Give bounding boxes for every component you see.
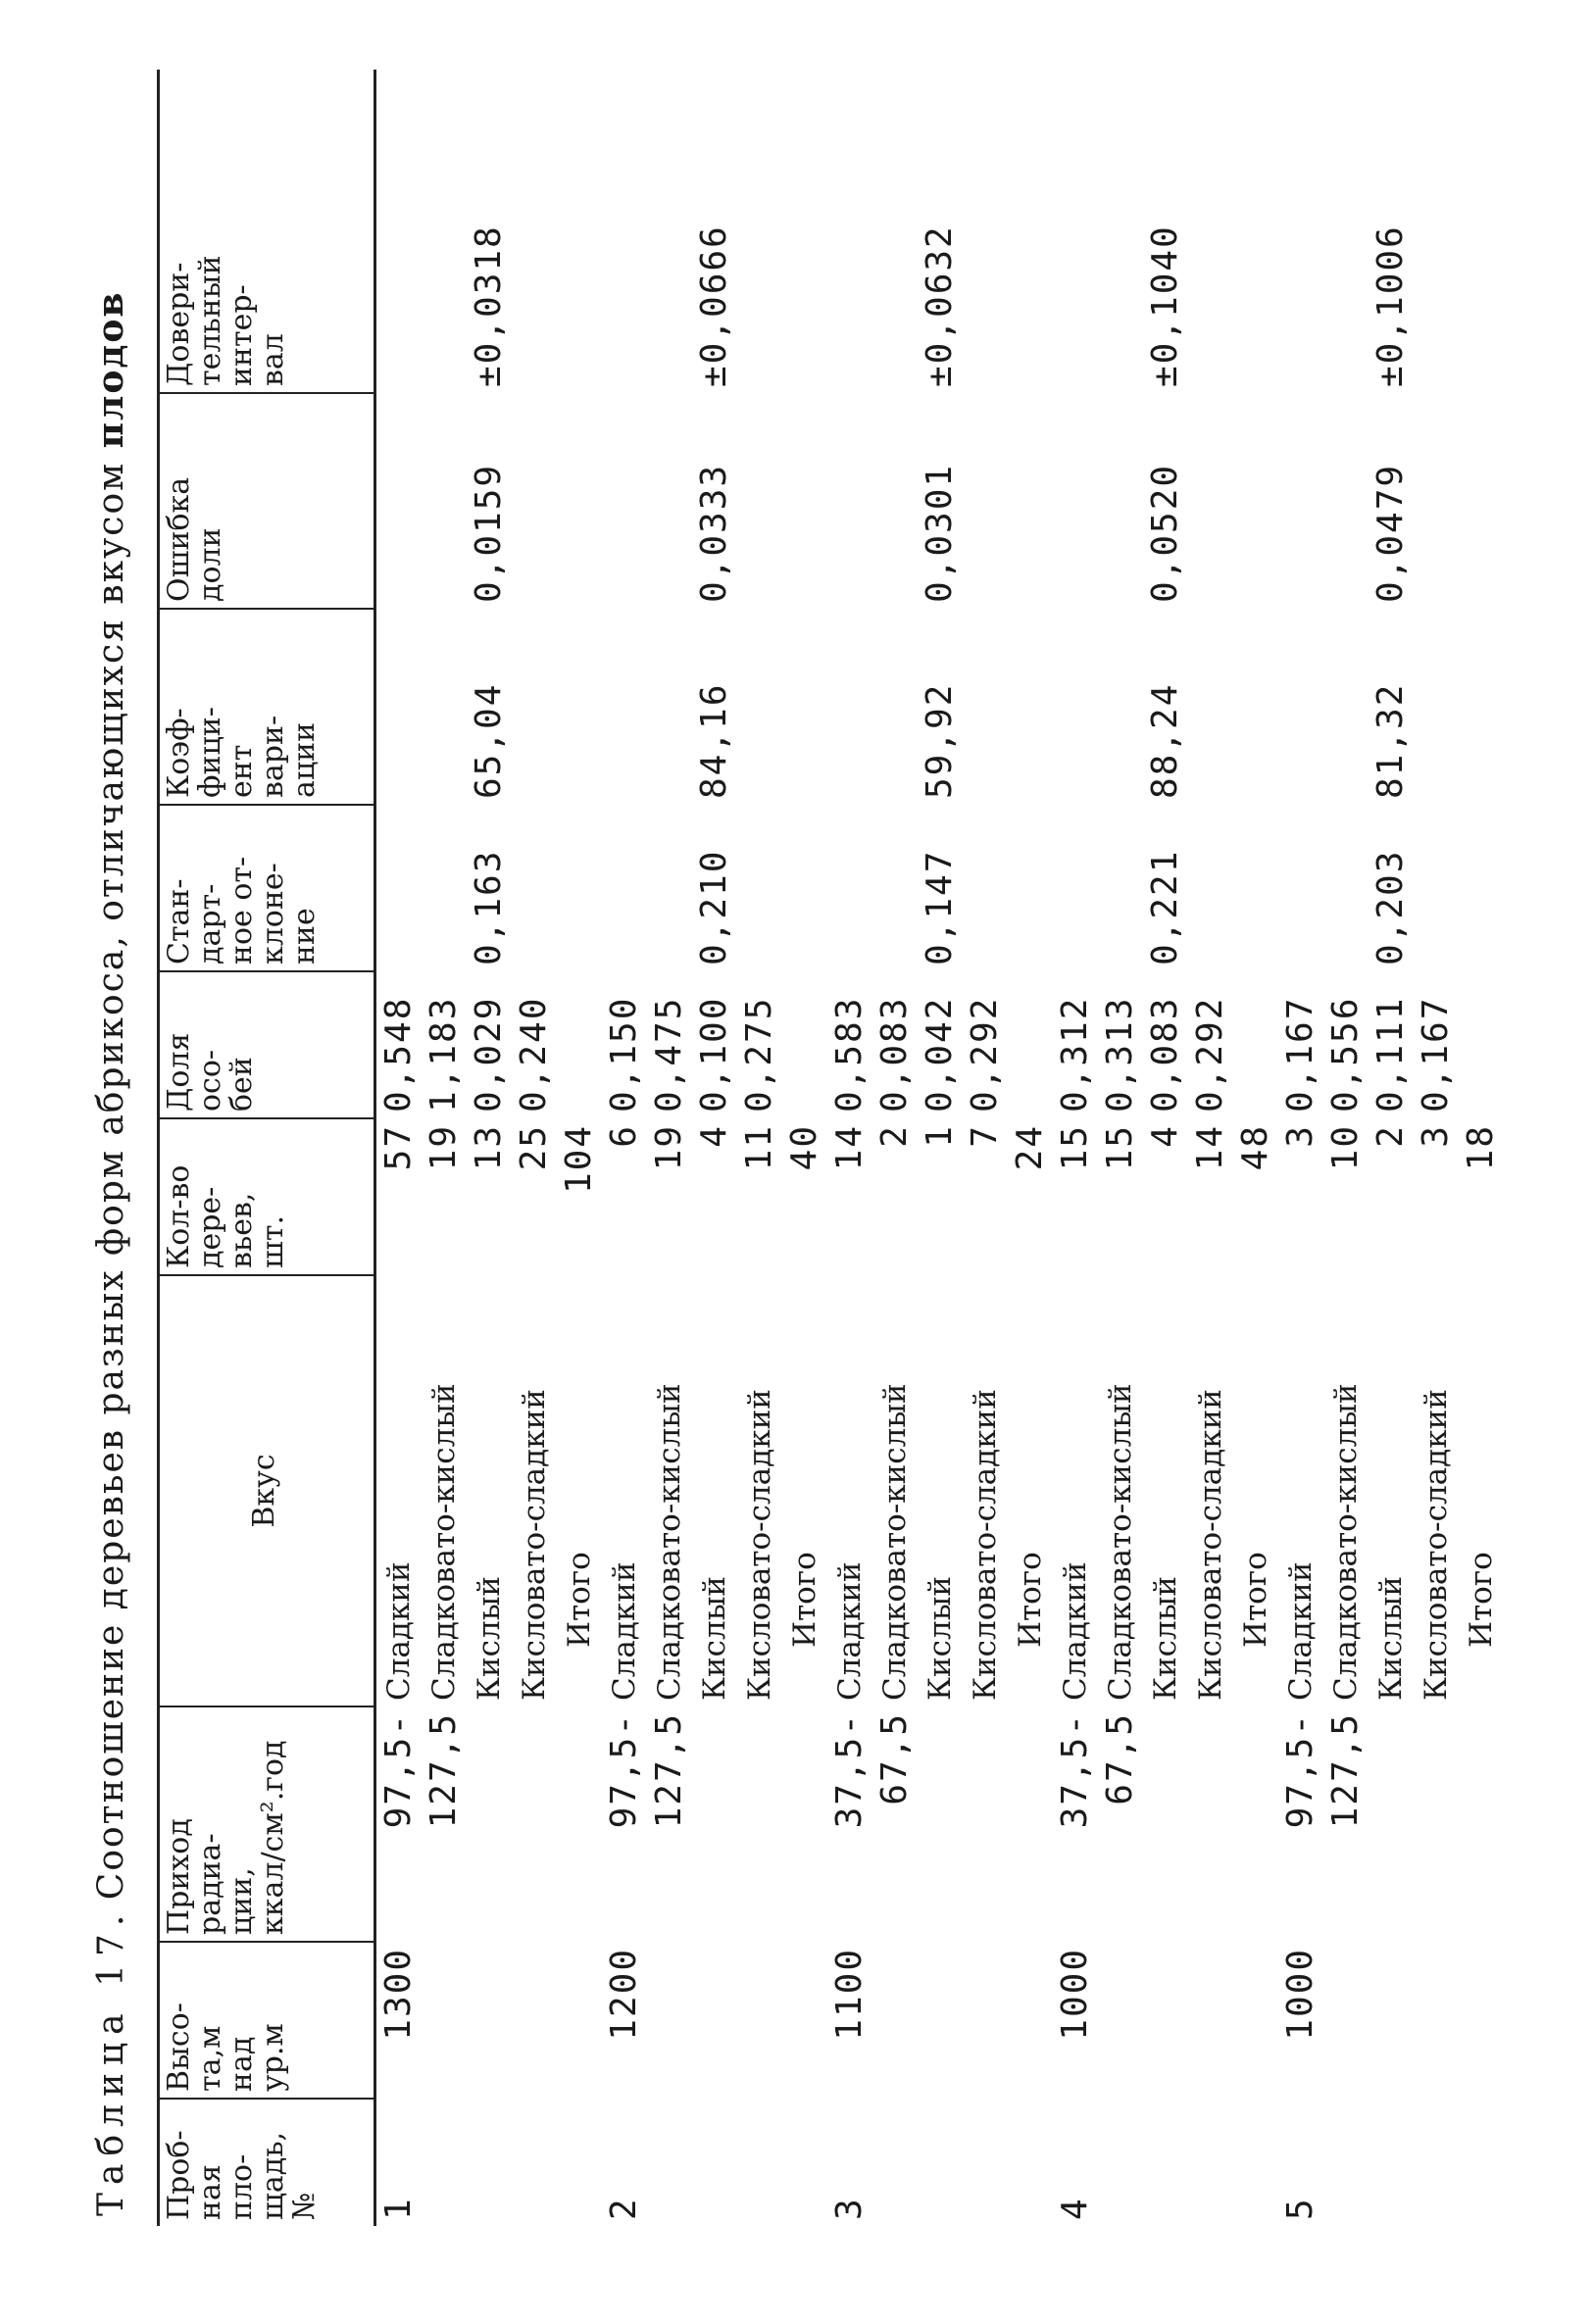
- tree-count: 2: [1370, 1124, 1411, 1148]
- table-title-end: плодов: [90, 290, 131, 449]
- empty-cell: [737, 1942, 782, 2099]
- share: 0,167: [1280, 996, 1320, 1113]
- apricot-taste-table: [157, 70, 1504, 2226]
- plot-number: 1: [378, 2197, 419, 2220]
- empty-cell: [557, 1706, 602, 1942]
- taste: Сладкий: [381, 1561, 417, 1701]
- tree-count: 4: [694, 1124, 734, 1148]
- empty-cell: [782, 1942, 827, 2099]
- share: 0,167: [1416, 996, 1456, 1113]
- empty-cell: [1233, 971, 1278, 1118]
- share: 0,475: [649, 996, 689, 1113]
- taste: Сладкий: [1283, 1561, 1319, 1701]
- radiation-from: 97,5-: [604, 1712, 644, 1829]
- table-title: . Соотношение деревьев разных форм абрикоса, отличающихся вкусом: [91, 461, 131, 1927]
- variation-coef: 81,32: [1370, 682, 1411, 799]
- total-label: Итого: [1464, 1552, 1499, 1648]
- radiation-to: 127,5: [649, 1712, 689, 1829]
- taste: Сладкий: [832, 1561, 868, 1701]
- empty-cell: [782, 1706, 827, 1942]
- variation-coef: 65,04: [469, 682, 509, 799]
- empty-cell: [1188, 1706, 1233, 1942]
- taste: Кисловато-сладкий: [1193, 1389, 1228, 1701]
- empty-cell: [1008, 971, 1053, 1118]
- empty-cell: [467, 1706, 512, 1942]
- total-count: 48: [1235, 1124, 1275, 1171]
- std-deviation: 0,163: [469, 849, 509, 965]
- empty-cell: [918, 2099, 963, 2226]
- share: 0,083: [874, 996, 915, 1113]
- share-error: 0,0520: [1145, 463, 1185, 603]
- tree-count: 3: [1280, 1124, 1320, 1148]
- tree-count: 13: [469, 1124, 509, 1171]
- std-deviation: 0,147: [920, 849, 960, 965]
- tree-count: 14: [1190, 1124, 1230, 1171]
- empty-cell: [1233, 2099, 1278, 2226]
- empty-cell: [692, 2099, 737, 2226]
- header-count: Кол-во дере- вьев, шт.: [159, 1118, 375, 1275]
- empty-cell: [1143, 2099, 1188, 2226]
- table-caption: [90, 60, 131, 2216]
- empty-cell: [737, 2099, 782, 2226]
- taste: Сладкий: [1058, 1561, 1093, 1701]
- empty-cell: [1188, 1942, 1233, 2099]
- table-row: [827, 70, 872, 2226]
- empty-cell: [1098, 1942, 1143, 2099]
- share: 0,583: [829, 996, 870, 1113]
- altitude: 1100: [829, 1948, 870, 2041]
- table-row: [1278, 70, 1323, 2226]
- radiation-to: 67,5: [1100, 1712, 1140, 1805]
- table-row: [1053, 70, 1098, 2226]
- variation-coef: 88,24: [1145, 682, 1185, 799]
- share: 0,556: [1325, 996, 1366, 1113]
- share: 0,548: [378, 996, 419, 1113]
- plot-number: 3: [829, 2197, 870, 2220]
- table-row: [602, 70, 647, 2226]
- empty-cell: [963, 1942, 1008, 2099]
- tree-count: 19: [649, 1124, 689, 1171]
- share-error: 0,0301: [920, 463, 960, 603]
- empty-cell: [782, 971, 827, 1118]
- empty-cell: [1459, 971, 1504, 1118]
- header-std: Стан- дарт- ное от- клоне- ние: [159, 805, 375, 971]
- tree-count: 1: [920, 1124, 960, 1148]
- tree-count: 14: [829, 1124, 870, 1171]
- table-body: [375, 70, 1505, 2226]
- tree-count: 4: [1145, 1124, 1185, 1148]
- empty-cell: [647, 1942, 692, 2099]
- empty-cell: [1098, 2099, 1143, 2226]
- empty-cell: [1233, 1942, 1278, 2099]
- empty-cell: [918, 1942, 963, 2099]
- empty-cell: [1459, 1706, 1504, 1942]
- taste: Сладковато-кислый: [1103, 1383, 1138, 1701]
- tree-count: 19: [423, 1124, 464, 1171]
- empty-cell: [872, 1942, 918, 2099]
- empty-cell: [512, 1942, 557, 2099]
- taste: Кисловато-сладкий: [1419, 1389, 1454, 1701]
- header-error: Ошибка доли: [159, 393, 375, 609]
- empty-cell: [557, 2099, 602, 2226]
- std-deviation: 0,221: [1145, 849, 1185, 965]
- tree-count: 7: [965, 1124, 1005, 1148]
- confidence-interval: ±0,1040: [1145, 224, 1185, 387]
- empty-cell: [692, 1942, 737, 2099]
- empty-cell: [422, 2099, 467, 2226]
- empty-cell: [467, 1942, 512, 2099]
- empty-cell: [1233, 1706, 1278, 1942]
- taste: Кислый: [472, 1575, 507, 1701]
- altitude: 1300: [378, 1948, 419, 2041]
- share: 0,083: [1145, 996, 1185, 1113]
- header-plot: Проб- ная пло- щадь, №: [159, 2099, 375, 2226]
- taste: Сладковато-кислый: [426, 1383, 462, 1701]
- empty-cell: [467, 2099, 512, 2226]
- total-label: Итого: [1238, 1552, 1273, 1648]
- tree-count: 3: [1416, 1124, 1456, 1148]
- tree-count: 15: [1055, 1124, 1095, 1171]
- taste: Кисловато-сладкий: [742, 1389, 777, 1701]
- taste: Сладковато-кислый: [652, 1383, 687, 1701]
- header-height: Высо- та,м над ур.м: [159, 1942, 375, 2099]
- share: 0,292: [1190, 996, 1230, 1113]
- empty-cell: [422, 1942, 467, 2099]
- altitude: 1200: [604, 1948, 644, 2041]
- empty-cell: [1414, 1706, 1459, 1942]
- confidence-interval: ±0,0632: [920, 224, 960, 387]
- radiation-from: 97,5-: [378, 1712, 419, 1829]
- taste: Кислый: [697, 1575, 732, 1701]
- empty-cell: [1008, 2099, 1053, 2226]
- tree-count: 6: [604, 1124, 644, 1148]
- empty-cell: [557, 971, 602, 1118]
- taste: Кислый: [1373, 1575, 1409, 1701]
- empty-cell: [1459, 1942, 1504, 2099]
- std-deviation: 0,203: [1370, 849, 1411, 965]
- share: 0,029: [469, 996, 509, 1113]
- table-number: Таблица 17: [91, 1926, 131, 2216]
- confidence-interval: ±0,0318: [469, 224, 509, 387]
- total-label: Итого: [787, 1552, 822, 1648]
- share-error: 0,0333: [694, 463, 734, 603]
- total-count: 18: [1461, 1124, 1501, 1171]
- empty-cell: [1008, 1706, 1053, 1942]
- header-taste: Вкус: [159, 1275, 375, 1706]
- taste: Кислый: [1148, 1575, 1183, 1701]
- plot-number: 4: [1055, 2197, 1095, 2220]
- tree-count: 10: [1325, 1124, 1366, 1171]
- empty-cell: [1414, 2099, 1459, 2226]
- header-radiation: Приход радиа- ции, ккал/см².год: [159, 1706, 375, 1942]
- empty-cell: [737, 1706, 782, 1942]
- empty-cell: [1143, 1706, 1188, 1942]
- empty-cell: [512, 1706, 557, 1942]
- empty-cell: [1323, 2099, 1369, 2226]
- share: 0,313: [1100, 996, 1140, 1113]
- tree-count: 15: [1100, 1124, 1140, 1171]
- total-count: 24: [1010, 1124, 1050, 1171]
- empty-cell: [1323, 1942, 1369, 2099]
- tree-count: 25: [514, 1124, 554, 1171]
- taste: Кисловато-сладкий: [968, 1389, 1003, 1701]
- empty-cell: [872, 2099, 918, 2226]
- radiation-from: 37,5-: [829, 1712, 870, 1829]
- share: 1,183: [423, 996, 464, 1113]
- taste: Кисловато-сладкий: [517, 1389, 552, 1701]
- altitude: 1000: [1280, 1948, 1320, 2041]
- empty-cell: [1008, 1942, 1053, 2099]
- table-header: [159, 70, 375, 2226]
- share: 0,292: [965, 996, 1005, 1113]
- total-label: Итого: [1013, 1552, 1048, 1648]
- radiation-to: 127,5: [1325, 1712, 1366, 1829]
- taste: Сладкий: [607, 1561, 642, 1701]
- plot-number: 2: [604, 2197, 644, 2220]
- share: 0,312: [1055, 996, 1095, 1113]
- header-ci: Довери- тельный интер- вал: [159, 70, 375, 393]
- share-error: 0,0159: [469, 463, 509, 603]
- empty-cell: [692, 1706, 737, 1942]
- empty-cell: [1414, 1942, 1459, 2099]
- header-cv: Коэф- фици- ент вари- ации: [159, 609, 375, 805]
- empty-cell: [1369, 1706, 1414, 1942]
- empty-cell: [1369, 2099, 1414, 2226]
- empty-cell: [647, 2099, 692, 2226]
- share: 0,150: [604, 996, 644, 1113]
- radiation-from: 37,5-: [1055, 1712, 1095, 1829]
- share: 0,100: [694, 996, 734, 1113]
- header-share: Доля осо- бей: [159, 971, 375, 1118]
- empty-cell: [963, 2099, 1008, 2226]
- empty-cell: [963, 1706, 1008, 1942]
- empty-cell: [512, 2099, 557, 2226]
- empty-cell: [1369, 1942, 1414, 2099]
- empty-cell: [782, 2099, 827, 2226]
- taste: Кислый: [922, 1575, 958, 1701]
- radiation-from: 97,5-: [1280, 1712, 1320, 1829]
- total-label: Итого: [562, 1552, 597, 1648]
- radiation-to: 127,5: [423, 1712, 464, 1829]
- share-error: 0,0479: [1370, 463, 1411, 603]
- table-row: [375, 70, 423, 2226]
- share: 0,111: [1370, 996, 1411, 1113]
- share: 0,042: [920, 996, 960, 1113]
- taste: Сладковато-кислый: [1328, 1383, 1364, 1701]
- altitude: 1000: [1055, 1948, 1095, 2041]
- variation-coef: 59,92: [920, 682, 960, 799]
- tree-count: 11: [739, 1124, 779, 1171]
- share: 0,240: [514, 996, 554, 1113]
- total-count: 40: [784, 1124, 824, 1171]
- tree-count: 2: [874, 1124, 915, 1148]
- empty-cell: [1188, 2099, 1233, 2226]
- empty-cell: [1143, 1942, 1188, 2099]
- empty-cell: [918, 1706, 963, 1942]
- empty-cell: [557, 1942, 602, 2099]
- empty-cell: [1459, 2099, 1504, 2226]
- tree-count: 57: [378, 1124, 419, 1171]
- taste: Сладковато-кислый: [877, 1383, 913, 1701]
- std-deviation: 0,210: [694, 849, 734, 965]
- confidence-interval: ±0,0666: [694, 224, 734, 387]
- total-count: 104: [559, 1124, 599, 1195]
- share: 0,275: [739, 996, 779, 1113]
- radiation-to: 67,5: [874, 1712, 915, 1805]
- variation-coef: 84,16: [694, 682, 734, 799]
- confidence-interval: ±0,1006: [1370, 224, 1411, 387]
- plot-number: 5: [1280, 2197, 1320, 2220]
